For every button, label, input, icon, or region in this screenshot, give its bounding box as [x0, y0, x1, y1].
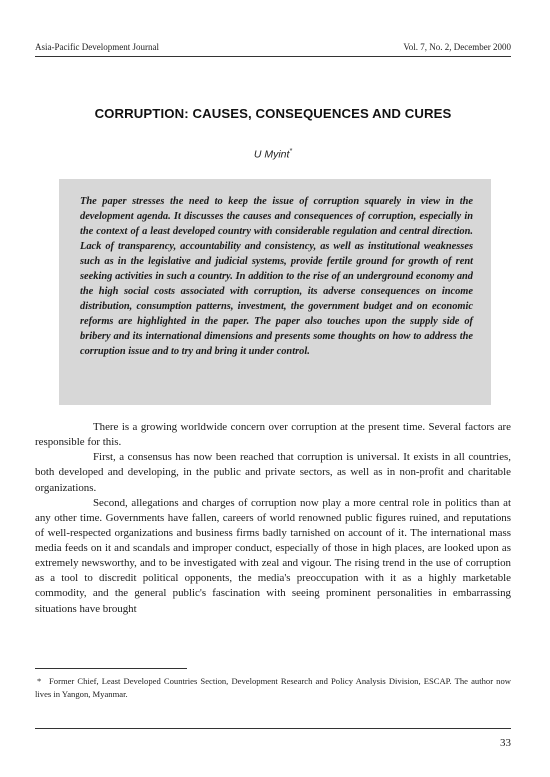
page-number: 33	[500, 737, 511, 749]
footnote-rule	[35, 668, 187, 669]
footer-rule	[35, 728, 511, 729]
footnote	[35, 675, 511, 700]
header-rule	[35, 56, 511, 57]
author-footnote-mark: *	[289, 148, 293, 155]
body-paragraph: Second, allegations and charges of corruption now play a more central role in politics than at any other time. Governments have fallen, careers of world renowned public figures ruined, and reputations of well-respected organizations and business firms badly tarnished on account of it. The international mass media feeds on it and scandals and improper conduct, especially of those in high places, are looked upon as extremely newsworthy, and to be investigated with zeal and vigour. The rising trend in the use of corruption as a tool to discredit political opponents, the media's preoccupation with it as a highly marketable commodity, and the general public's fascination with seeing prominent personalities in embarrassing situations have brought	[35, 496, 511, 615]
footnote-text: Former Chief, Least Developed Countries Section, Development Research and Policy Analysis Division, ESCAP. The author now lives in Yangon, Myanmar.	[35, 676, 511, 699]
running-header	[35, 42, 511, 52]
body-paragraph: First, a consensus has now been reached that corruption is universal. It exists in all countries, both developed and developing, in the public and private sectors, as well as in non-profit and charitable organizations.	[35, 451, 511, 494]
issue-info: Vol. 7, No. 2, December 2000	[403, 42, 511, 52]
journal-name: Asia-Pacific Development Journal	[35, 42, 159, 52]
body-text	[35, 420, 511, 617]
footnote-mark: *	[37, 676, 42, 686]
article-title: CORRUPTION: CAUSES, CONSEQUENCES AND CURES	[94, 106, 452, 121]
author-line	[35, 148, 511, 161]
abstract-text: The paper stresses the need to keep the issue of corruption squarely in view in the development agenda. It discusses the causes and consequences of corruption, especially in the context of a least developed country with considerable regulation and central direction. Lack of transparency, accountability and consistency, as well as institutional weaknesses such as in the legislative and judicial systems, provide fertile ground for growth of rent seeking activities in such a country. In addition to the rise of an underground economy and the high social costs associated with corruption, its adverse consequences on income distribution, consumption patterns, investment, the government budget and on economic reforms are highlighted in the paper. The paper also touches upon the supply side of bribery and its international dimensions and presents some thoughts on how to address the corruption issue and to try and bring it under control.	[80, 196, 473, 358]
body-paragraph: There is a growing worldwide concern over corruption at the present time. Several factors are responsible for this.	[35, 421, 511, 449]
author-name: U Myint	[253, 148, 290, 161]
